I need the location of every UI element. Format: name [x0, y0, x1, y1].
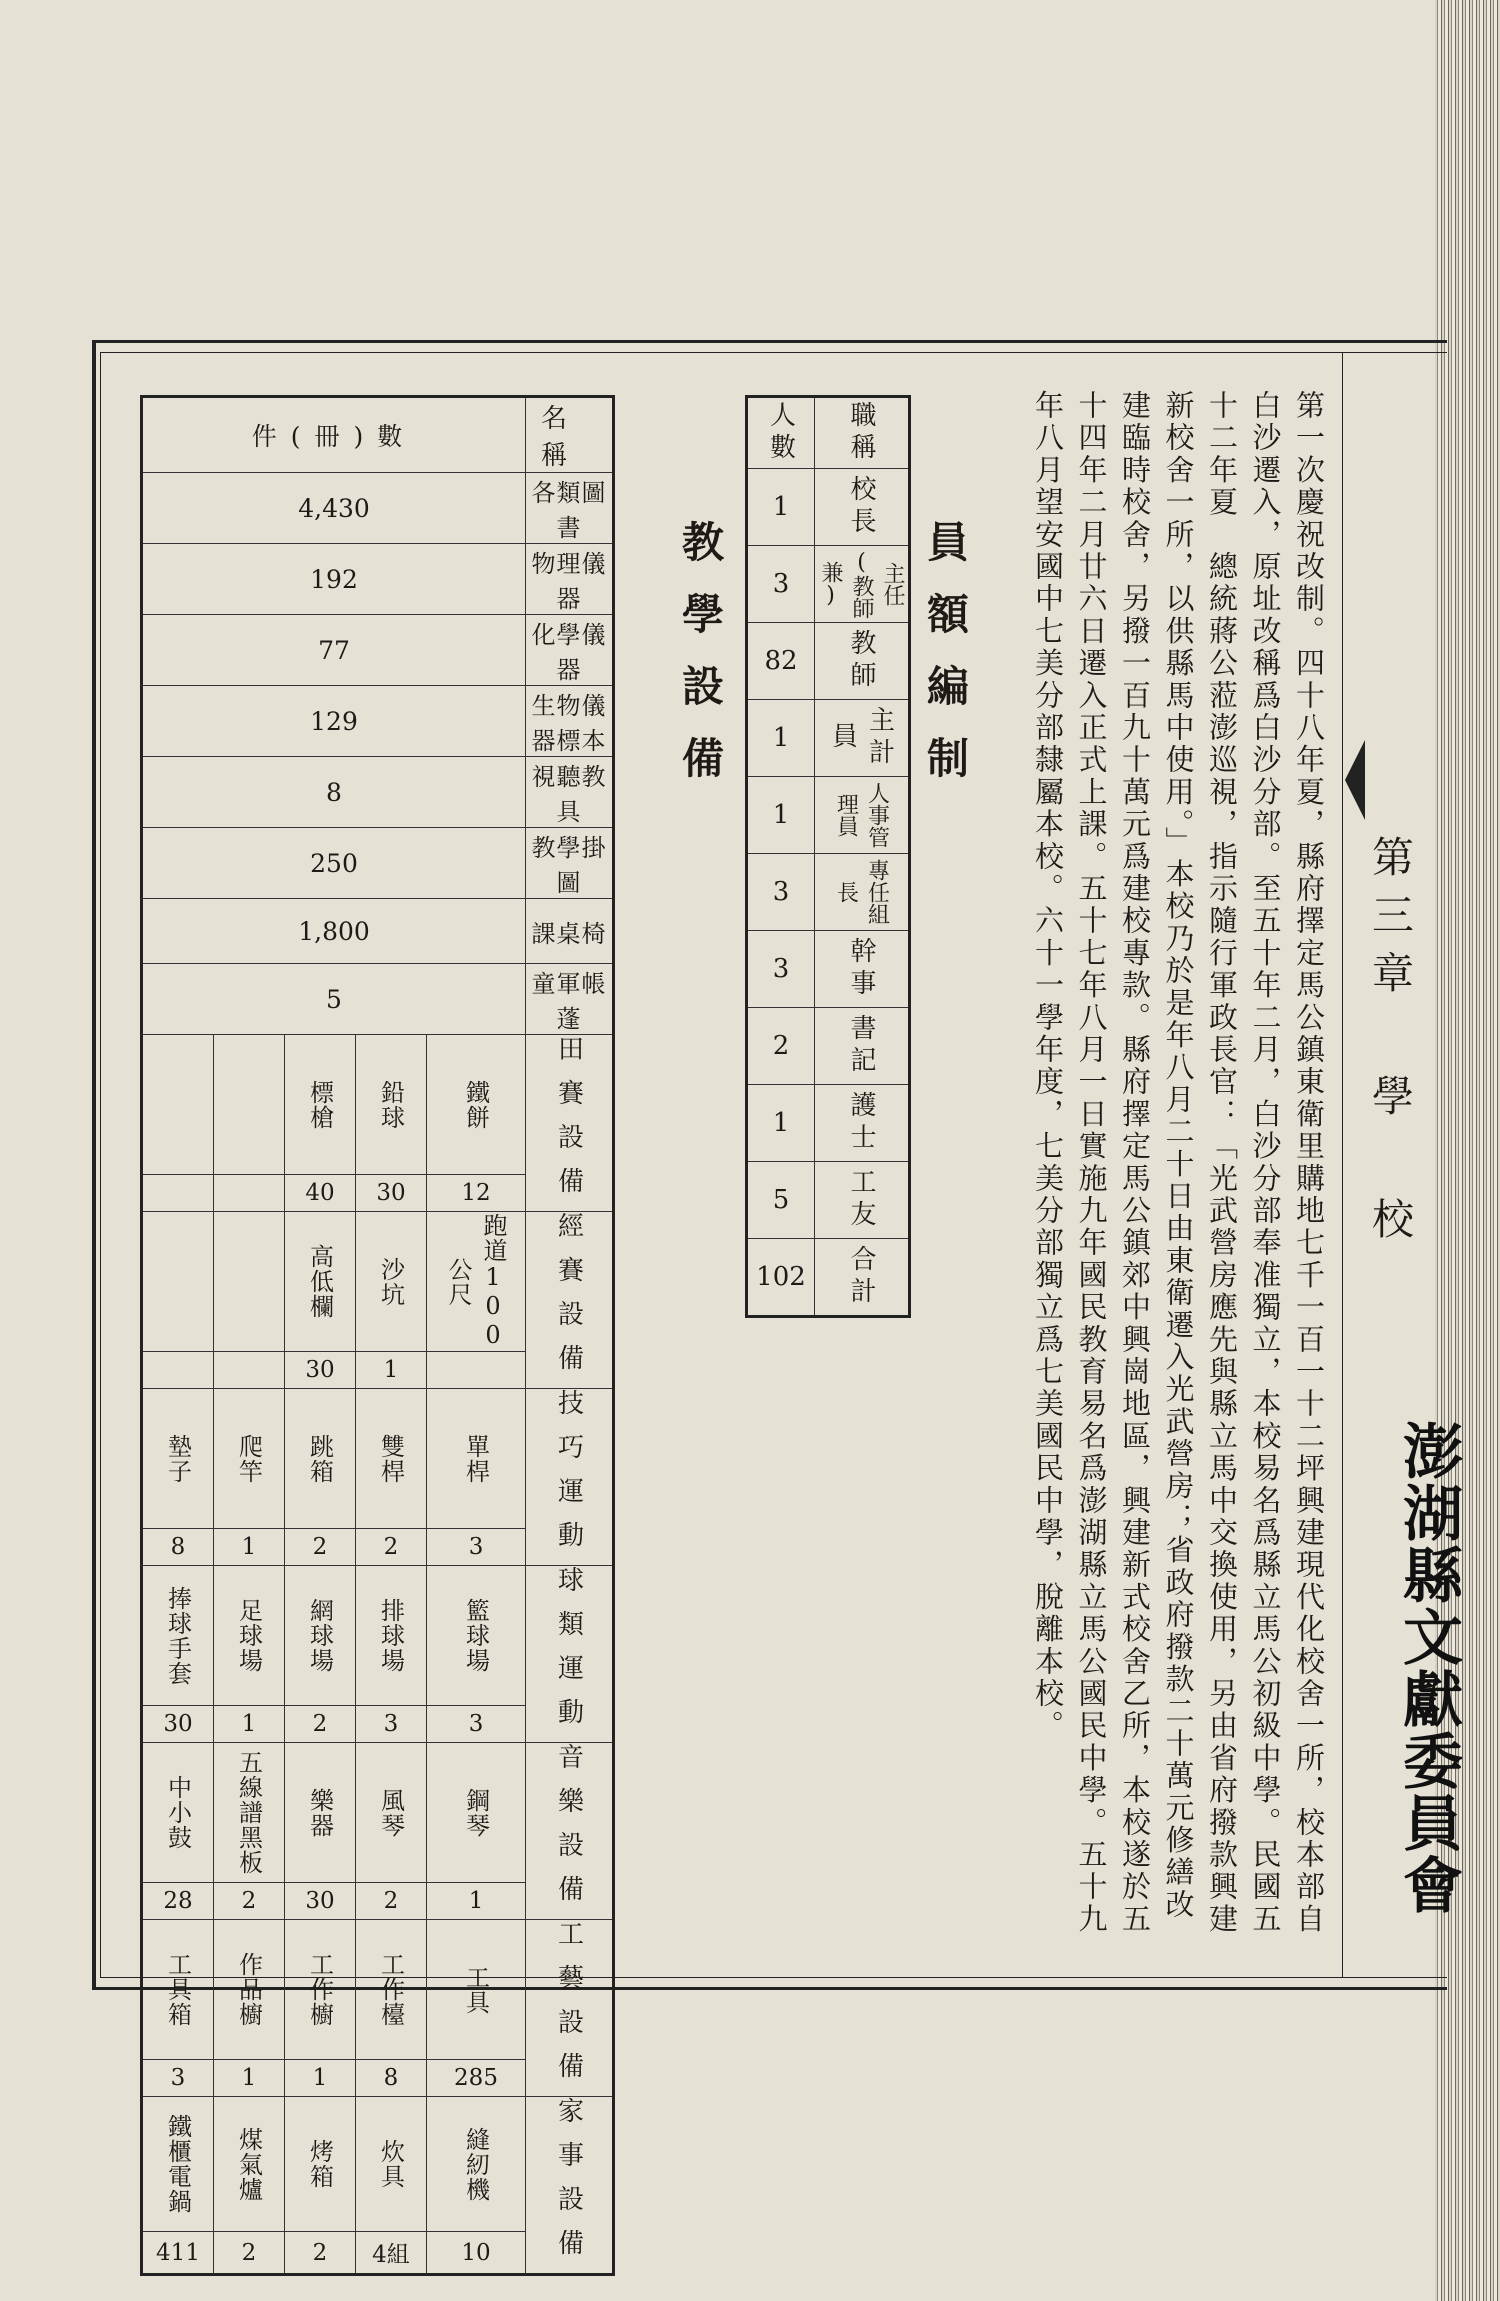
- staff-row: [747, 931, 910, 1008]
- equipment-item-name: 工作櫥: [285, 1920, 356, 2060]
- equipment-item-name: 炊具: [356, 2097, 427, 2232]
- equipment-item-count: 8: [356, 2060, 427, 2097]
- header-tab-marker: [1345, 740, 1365, 820]
- staff-title: 幹事: [815, 931, 910, 1008]
- staff-count: 3: [747, 546, 815, 623]
- equipment-name: 化學儀器: [526, 615, 614, 686]
- equipment-item-count: [214, 1175, 285, 1212]
- equipment-item-name: 高低欄: [285, 1212, 356, 1352]
- equipment-category: 經賽設備: [526, 1212, 614, 1389]
- staff-count: 82: [747, 623, 815, 700]
- equipment-item-count: 3: [427, 1529, 526, 1566]
- equipment-count: 1,800: [142, 899, 526, 964]
- staff-count: 1: [747, 1085, 815, 1162]
- equipment-row: [142, 757, 614, 828]
- staff-count: 2: [747, 1008, 815, 1085]
- equipment-item-name: [214, 1212, 285, 1352]
- equipment-item-name: [214, 1035, 285, 1175]
- equipment-item-count: 1: [214, 1529, 285, 1566]
- equipment-category: 技巧運動: [526, 1389, 614, 1566]
- equipment-row: [142, 899, 614, 964]
- staff-title: 校長: [815, 469, 910, 546]
- equipment-item-count: 3: [142, 2060, 214, 2097]
- equipment-item-name: [142, 1035, 214, 1175]
- equipment-item-count: 2: [356, 1529, 427, 1566]
- staff-row: [747, 700, 910, 777]
- staff-title: 書記: [815, 1008, 910, 1085]
- equipment-item-count: 3: [356, 1706, 427, 1743]
- equipment-table: [140, 395, 615, 2276]
- equipment-item-name: 足球場: [214, 1566, 285, 1706]
- equipment-item-name: 工具: [427, 1920, 526, 2060]
- equipment-item-name: 跑道100公尺: [427, 1212, 526, 1352]
- equipment-item-name: 鐵櫃電鍋: [142, 2097, 214, 2232]
- equipment-row: [142, 544, 614, 615]
- equipment-item-count: 1: [214, 1706, 285, 1743]
- equipment-count: 250: [142, 828, 526, 899]
- equipment-item-count: 1: [427, 1883, 526, 1920]
- staff-header-row: [747, 397, 910, 469]
- equipment-item-count: [142, 1352, 214, 1389]
- equipment-item-count: 2: [356, 1883, 427, 1920]
- equipment-item-count: 3: [427, 1706, 526, 1743]
- equipment-header-name: 名稱: [526, 397, 614, 473]
- equipment-item-name: 工具箱: [142, 1920, 214, 2060]
- staff-count: 5: [747, 1162, 815, 1239]
- equipment-group-items-row: [142, 1920, 614, 2060]
- staff-title: 主計員: [815, 700, 910, 777]
- equipment-section-title: 教學設備: [676, 520, 725, 808]
- equipment-group-items-row: [142, 1566, 614, 1706]
- equipment-name: 教學掛圖: [526, 828, 614, 899]
- equipment-item-count: [142, 1175, 214, 1212]
- staff-title: 合計: [815, 1239, 910, 1317]
- header-divider: [1342, 352, 1343, 1978]
- equipment-item-count: 411: [142, 2232, 214, 2275]
- equipment-item-count: 285: [427, 2060, 526, 2097]
- staff-count: 1: [747, 700, 815, 777]
- staff-row: [747, 1008, 910, 1085]
- equipment-item-count: 40: [285, 1175, 356, 1212]
- equipment-item-count: 8: [142, 1529, 214, 1566]
- equipment-group-items-row: [142, 1743, 614, 1883]
- staff-count: 3: [747, 931, 815, 1008]
- equipment-item-name: 煤氣爐: [214, 2097, 285, 2232]
- equipment-item-count: 4組: [356, 2232, 427, 2275]
- staff-count: 3: [747, 854, 815, 931]
- equipment-item-name: 單桿: [427, 1389, 526, 1529]
- equipment-item-count: 2: [214, 2232, 285, 2275]
- book-title: 澎湖縣文獻委員會: [1393, 1420, 1463, 1916]
- equipment-name: 各類圖書: [526, 473, 614, 544]
- equipment-item-count: 10: [427, 2232, 526, 2275]
- equipment-item-name: 網球場: [285, 1566, 356, 1706]
- equipment-row: [142, 686, 614, 757]
- equipment-item-name: 縫紉機: [427, 2097, 526, 2232]
- equipment-category: 田賽設備: [526, 1035, 614, 1212]
- equipment-name: 視聽教具: [526, 757, 614, 828]
- equipment-count: 8: [142, 757, 526, 828]
- equipment-item-name: 籃球場: [427, 1566, 526, 1706]
- equipment-category: 球類運動: [526, 1566, 614, 1743]
- equipment-header-count: 件(冊)數: [142, 397, 526, 473]
- equipment-category: 音樂設備: [526, 1743, 614, 1920]
- equipment-item-name: 標槍: [285, 1035, 356, 1175]
- equipment-item-count: 2: [285, 2232, 356, 2275]
- equipment-item-count: 2: [285, 1706, 356, 1743]
- staff-section-title: 員額編制: [921, 520, 970, 808]
- equipment-group-items-row: [142, 1035, 614, 1175]
- staff-table: [745, 395, 911, 1318]
- equipment-item-count: 2: [214, 1883, 285, 1920]
- equipment-name: 童軍帳蓬: [526, 964, 614, 1035]
- equipment-row: [142, 615, 614, 686]
- staff-count: 1: [747, 469, 815, 546]
- equipment-item-name: 風琴: [356, 1743, 427, 1883]
- equipment-item-name: 捧球手套: [142, 1566, 214, 1706]
- equipment-row: [142, 828, 614, 899]
- staff-title: 人事管理員: [815, 777, 910, 854]
- equipment-count: 5: [142, 964, 526, 1035]
- equipment-item-count: 12: [427, 1175, 526, 1212]
- chapter-title: 第三章 學 校: [1366, 835, 1415, 1255]
- equipment-row: [142, 473, 614, 544]
- staff-row: [747, 623, 910, 700]
- equipment-name: 生物儀器標本: [526, 686, 614, 757]
- equipment-row: [142, 964, 614, 1035]
- equipment-category: 家事設備: [526, 2097, 614, 2275]
- equipment-item-name: 作品櫥: [214, 1920, 285, 2060]
- staff-row: [747, 1162, 910, 1239]
- equipment-category: 工藝設備: [526, 1920, 614, 2097]
- body-paragraph: 第一次慶祝改制。四十八年夏，縣府擇定馬公鎮東衛里購地七千一百一十二坪興建現代化校舍一所，校本部自白沙遷入，原址改稱爲白沙分部。至五十年二月，白沙分部奉准獨立，本校易名爲縣立馬公初級中學。民國五十二年夏 總統蔣公蒞澎巡視，指示隨行軍政長官：「光武營房應先與縣立馬中交換使用，另由省府撥款興建新校舍一所，以供縣馬中使用。」本校乃於是年八月二十日由東衛遷入光武營房；省政府撥款二十萬元修繕改建臨時校舍，另撥一百九十萬元爲建校專款。縣府擇定馬公鎮郊中興崗地區，興建新式校舍乙所，本校遂於五十四年二月廿六日遷入正式上課。五十七年八月一日實施九年國民教育易名爲澎湖縣立馬公國民中學。五十九年八月望安國中七美分部隸屬本校。六十一學年度，七美分部獨立爲七美國民中學，脫離本校。: [1031, 390, 1326, 1936]
- equipment-item-name: 排球場: [356, 1566, 427, 1706]
- equipment-item-name: 墊子: [142, 1389, 214, 1529]
- equipment-item-count: 30: [285, 1352, 356, 1389]
- equipment-item-name: 樂器: [285, 1743, 356, 1883]
- equipment-item-name: 爬竿: [214, 1389, 285, 1529]
- staff-count: 102: [747, 1239, 815, 1317]
- equipment-header-row: [142, 397, 614, 473]
- equipment-name: 課桌椅: [526, 899, 614, 964]
- staff-title: 專任組長: [815, 854, 910, 931]
- equipment-item-name: 鉛球: [356, 1035, 427, 1175]
- equipment-item-count: 1: [285, 2060, 356, 2097]
- equipment-item-name: 跳箱: [285, 1389, 356, 1529]
- staff-row: [747, 777, 910, 854]
- equipment-count: 4,430: [142, 473, 526, 544]
- equipment-item-count: 1: [214, 2060, 285, 2097]
- staff-row: [747, 546, 910, 623]
- equipment-item-name: 鋼琴: [427, 1743, 526, 1883]
- staff-row: [747, 1239, 910, 1317]
- equipment-count: 192: [142, 544, 526, 615]
- equipment-count: 77: [142, 615, 526, 686]
- equipment-item-count: [214, 1352, 285, 1389]
- staff-header-count: 人數: [747, 397, 815, 469]
- equipment-item-name: 雙桿: [356, 1389, 427, 1529]
- equipment-item-name: 五線譜黑板: [214, 1743, 285, 1883]
- equipment-item-count: 30: [285, 1883, 356, 1920]
- equipment-item-count: 30: [356, 1175, 427, 1212]
- equipment-count: 129: [142, 686, 526, 757]
- equipment-item-name: 沙坑: [356, 1212, 427, 1352]
- equipment-item-count: 30: [142, 1706, 214, 1743]
- equipment-item-count: 28: [142, 1883, 214, 1920]
- equipment-item-count: 1: [356, 1352, 427, 1389]
- equipment-item-name: 中小鼓: [142, 1743, 214, 1883]
- equipment-group-items-row: [142, 1389, 614, 1529]
- staff-title: 主任(教師兼): [815, 546, 910, 623]
- equipment-item-count: 2: [285, 1529, 356, 1566]
- equipment-item-count: [427, 1352, 526, 1389]
- equipment-item-name: 鐵餅: [427, 1035, 526, 1175]
- staff-header-title: 職稱: [815, 397, 910, 469]
- equipment-item-name: 烤箱: [285, 2097, 356, 2232]
- equipment-group-items-row: [142, 2097, 614, 2232]
- staff-title: 工友: [815, 1162, 910, 1239]
- equipment-item-name: [142, 1212, 214, 1352]
- staff-title: 教師: [815, 623, 910, 700]
- staff-row: [747, 1085, 910, 1162]
- staff-row: [747, 469, 910, 546]
- equipment-item-name: 工作檯: [356, 1920, 427, 2060]
- staff-title: 護士: [815, 1085, 910, 1162]
- staff-row: [747, 854, 910, 931]
- equipment-group-items-row: [142, 1212, 614, 1352]
- equipment-name: 物理儀器: [526, 544, 614, 615]
- staff-count: 1: [747, 777, 815, 854]
